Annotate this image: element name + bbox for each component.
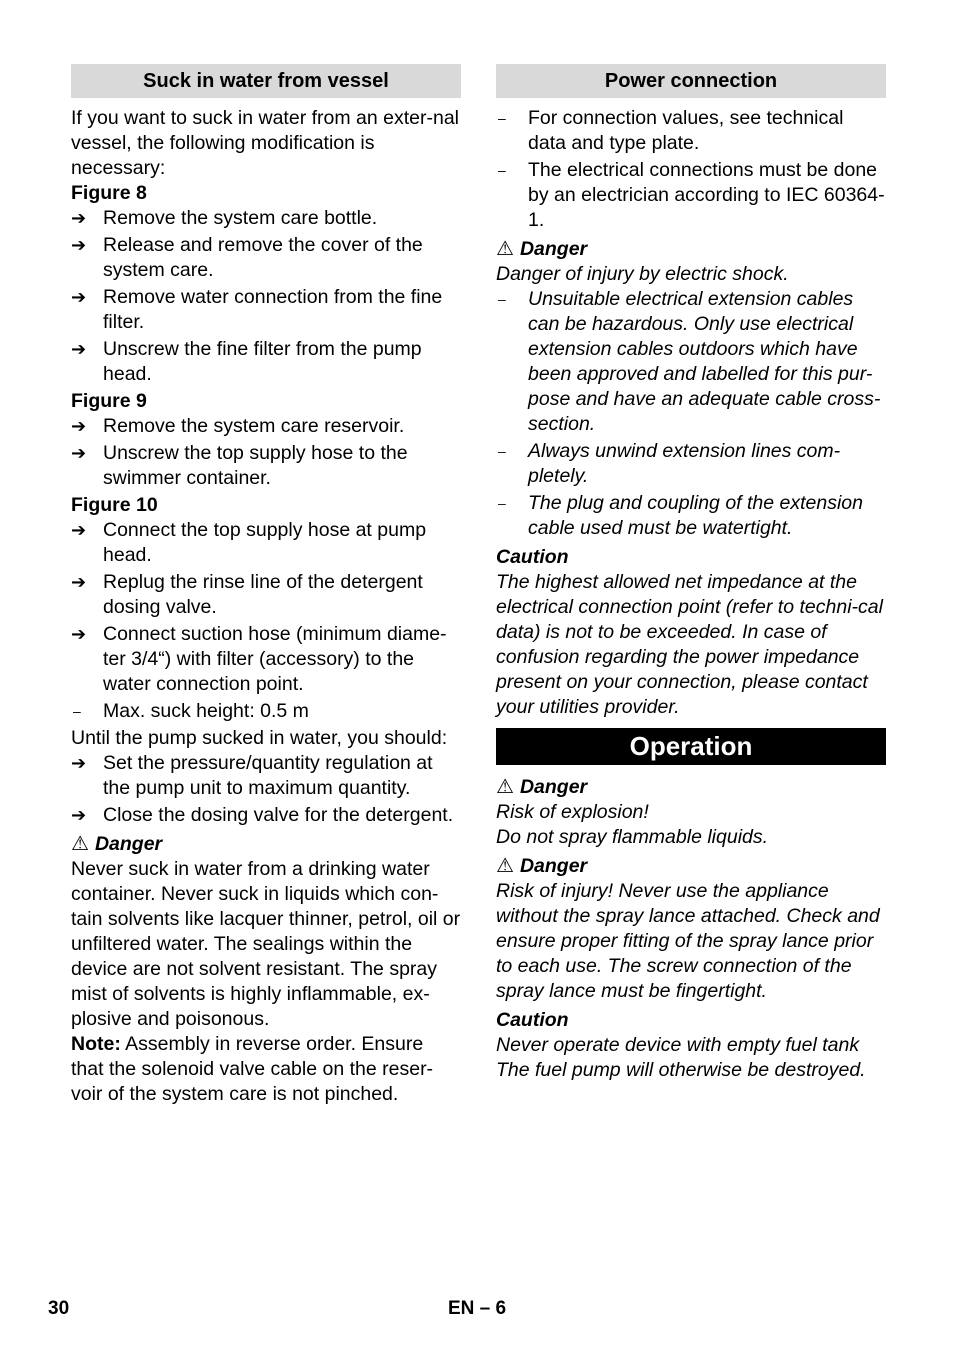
list-item: ➔ Connect the top supply hose at pump head.: [71, 519, 427, 566]
arrow-right-icon: ➔: [71, 287, 87, 307]
page-number: 30: [48, 1298, 70, 1319]
note-text: Assembly in reverse order. Ensure that the solenoid valve cable on the reser-voir of the system care is not pinched.: [71, 1033, 434, 1105]
dash-bullet-icon: –: [498, 495, 506, 511]
figure-8-label: Figure 8: [71, 182, 147, 204]
caution-text: The highest allowed net impedance at the electrical connection point (refer to techni-cal data) is not to be exceeded. In case of confusion regarding the power impedance present on your connection, please contact your utilities provider.: [496, 571, 883, 718]
danger-text: Risk of injury! Never use the appliance without the spray lance attached. Check and ensure proper fitting of the spray lance prior to each use. The screw connection of the spray lance must be fingertight.: [496, 880, 880, 1002]
danger-text-line: Do not spray flammable liquids.: [496, 826, 769, 848]
arrow-right-icon: ➔: [71, 235, 87, 255]
list-item: ➔ Release and remove the cover of the system care.: [71, 234, 423, 281]
danger-intro: Danger of injury by electric shock.: [496, 263, 789, 285]
warning-triangle-icon: ⚠: [496, 855, 514, 877]
figure-10-label: Figure 10: [71, 494, 158, 516]
arrow-right-icon: ➔: [71, 416, 87, 436]
danger-heading: ⚠ Danger: [496, 238, 588, 260]
caution-heading: Caution: [496, 1009, 569, 1031]
danger-heading: ⚠ Danger: [496, 855, 588, 877]
warning-triangle-icon: ⚠: [496, 776, 514, 798]
dash-bullet-icon: –: [498, 110, 506, 126]
arrow-right-icon: ➔: [71, 208, 87, 228]
list-item: ➔ Unscrew the fine filter from the pump head.: [71, 338, 422, 385]
list-item: ➔ Replug the rinse line of the detergent dosing valve.: [71, 571, 423, 618]
danger-items: [496, 287, 886, 541]
arrow-right-icon: ➔: [71, 753, 87, 773]
list-item: – Always unwind extension lines com-pletely.: [498, 440, 841, 487]
note-paragraph: [71, 1032, 461, 1107]
list-item: – Unsuitable electrical extension cables can be hazardous. Only use electrical extension cables outdoors which have been approved and labelled for this pur-pose and have an adequate cable cross-section.: [498, 288, 881, 435]
list-item: – The electrical connections must be done by an electrician according to IEC 60364-1.: [498, 159, 885, 231]
list-item: ➔ Close the dosing valve for the detergent.: [71, 804, 454, 826]
arrow-right-icon: ➔: [71, 805, 87, 825]
list-item: ➔ Connect suction hose (minimum diame-ter 3/4“) with filter (accessory) to the water connection point.: [71, 623, 447, 695]
caution-heading: Caution: [496, 546, 569, 568]
dash-bullet-icon: –: [498, 443, 506, 459]
until-text: Until the pump sucked in water, you should:: [71, 727, 448, 749]
section-heading-power-connection: Power connection: [496, 64, 886, 98]
danger-text: Never suck in water from a drinking water container. Never suck in liquids which con-tain solvents like lacquer thinner, petrol, oil or unfiltered water. The sealings within the device are not solvent resistant. The spray mist of solvents is highly inflammable, ex-plosive and poisonous.: [71, 858, 461, 1030]
page-reference: EN – 6: [448, 1298, 507, 1319]
arrow-right-icon: ➔: [71, 624, 87, 644]
arrow-right-icon: ➔: [71, 520, 87, 540]
until-steps: [71, 751, 461, 828]
danger-text-line: Risk of explosion!: [496, 801, 649, 823]
dash-bullet-icon: –: [73, 703, 81, 719]
danger-heading: ⚠ Danger: [71, 833, 163, 855]
arrow-right-icon: ➔: [71, 572, 87, 592]
warning-triangle-icon: ⚠: [496, 238, 514, 260]
list-item: ➔ Remove the system care bottle.: [71, 207, 378, 229]
section-heading-suck-in-water: Suck in water from vessel: [71, 64, 461, 98]
list-item: ➔ Remove the system care reservoir.: [71, 415, 405, 437]
warning-triangle-icon: ⚠: [71, 833, 89, 855]
dash-bullet-icon: –: [498, 291, 506, 307]
list-item: – The plug and coupling of the extension cable used must be watertight.: [498, 492, 863, 539]
list-item: ➔ Set the pressure/quantity regulation at the pump unit to maximum quantity.: [71, 752, 433, 799]
list-item: – Max. suck height: 0.5 m: [73, 700, 309, 722]
figure-9-label: Figure 9: [71, 390, 147, 412]
power-connection-items: [496, 106, 886, 233]
note-label: Note:: [71, 1033, 121, 1055]
list-item: ➔ Unscrew the top supply hose to the swimmer container.: [71, 442, 408, 489]
caution-text: Never operate device with empty fuel tank The fuel pump will otherwise be destroyed.: [496, 1034, 866, 1081]
list-item: – For connection values, see technical data and type plate.: [498, 107, 844, 154]
left-column: [71, 64, 461, 1107]
section-heading-operation: Operation: [496, 728, 886, 765]
right-column: [496, 64, 886, 1083]
figure-10-steps: [71, 518, 461, 724]
list-item: ➔ Remove water connection from the fine filter.: [71, 286, 443, 333]
figure-8-steps: [71, 206, 461, 387]
figure-9-steps: [71, 414, 461, 491]
dash-bullet-icon: –: [498, 162, 506, 178]
arrow-right-icon: ➔: [71, 443, 87, 463]
arrow-right-icon: ➔: [71, 339, 87, 359]
intro-text: If you want to suck in water from an exter-nal vessel, the following modification is necessary:: [71, 107, 460, 179]
danger-heading: ⚠ Danger: [496, 776, 588, 798]
